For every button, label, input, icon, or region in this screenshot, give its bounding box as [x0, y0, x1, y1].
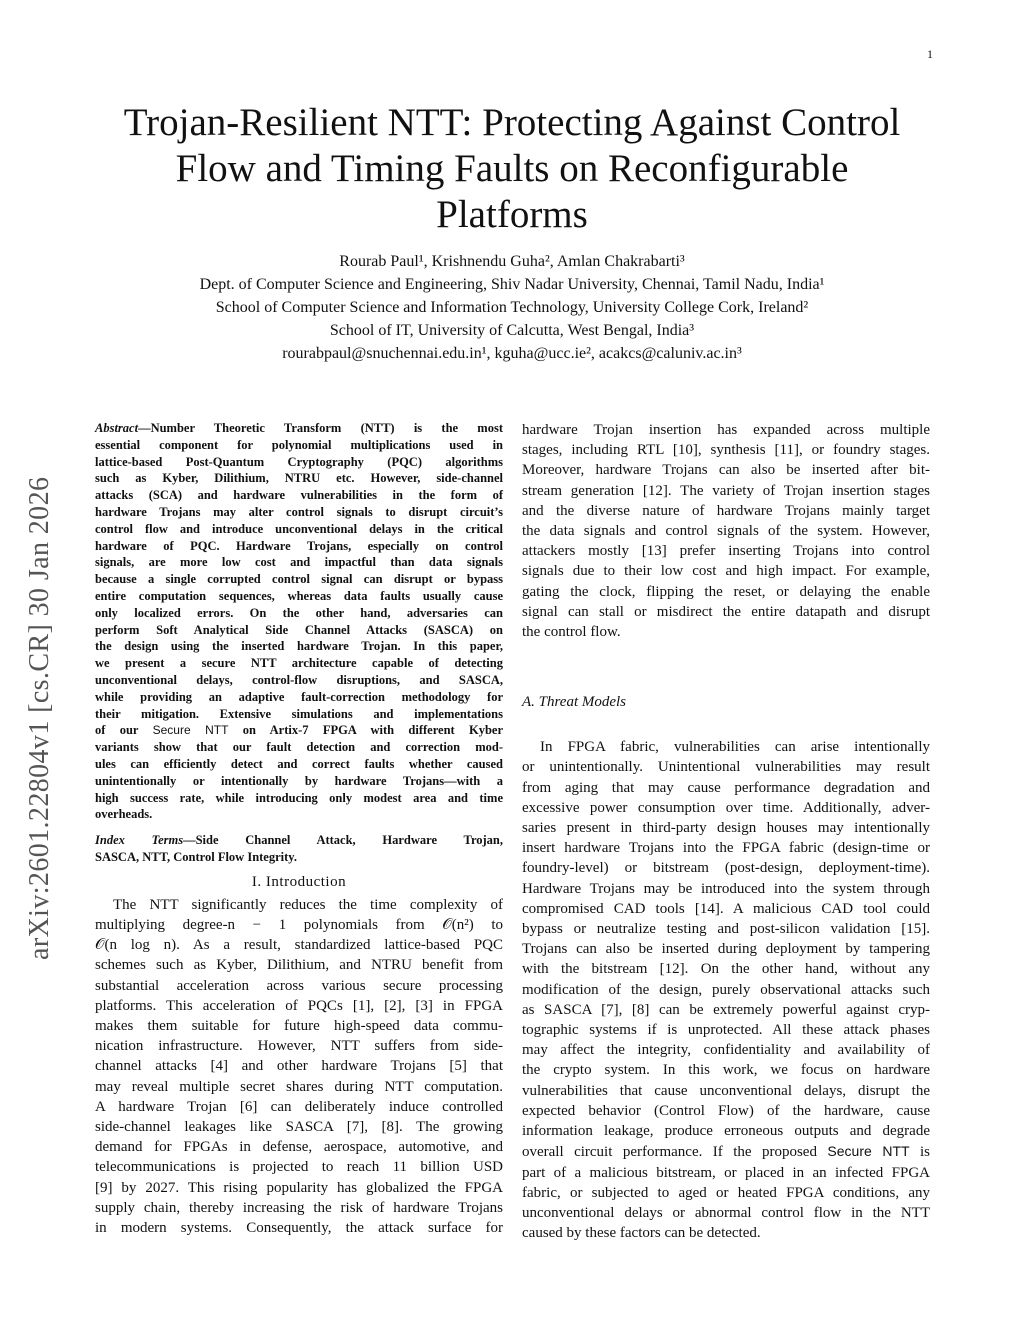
- body-line: as SASCA [7], [8] can be extremely powerful against cryp-: [522, 1001, 930, 1018]
- body-line: signals due to their low cost and high impact. For example,: [522, 563, 930, 580]
- body-line: multiplying degree-n − 1 polynomials from 𝒪(n²) to: [95, 916, 503, 933]
- body-line: from aging that may cause performance degradation and: [522, 779, 930, 796]
- abstract-line: while providing an adaptive fault-correction methodology for: [95, 689, 503, 704]
- body-line: hardware Trojan insertion has expanded across multiple: [522, 422, 930, 438]
- abstract-line: unintentionally or intentionally by hardware Trojans—with a: [95, 773, 503, 788]
- body-line: in modern systems. Consequently, the attack surface for: [95, 1219, 503, 1236]
- threat-models-body: [522, 737, 930, 1243]
- abstract: [95, 420, 503, 823]
- introduction-body: [95, 895, 503, 1238]
- author-block: [60, 250, 964, 365]
- body-line: The NTT significantly reduces the time complexity of: [113, 896, 503, 913]
- abstract-line: attacks (SCA) and hardware vulnerabilities in the form of: [95, 488, 503, 503]
- abstract-line: hardware Trojans may alter control signals to disrupt circuit’s: [95, 504, 503, 519]
- abstract-line: perform Soft Analytical Side Channel Attacks (SASCA) on: [95, 622, 503, 637]
- index-terms-line: SASCA, NTT, Control Flow Integrity.: [95, 849, 297, 864]
- abstract-line: hardware of PQC. Hardware Trojans, especially on control: [95, 538, 503, 553]
- arxiv-identifier: arXiv:2601.22804v1 [cs.CR] 30 Jan 2026: [24, 476, 55, 960]
- body-line: In FPGA fabric, vulnerabilities can arise intentionally: [540, 739, 930, 756]
- abstract-line: we present a secure NTT architecture capable of detecting: [95, 656, 503, 671]
- body-line: tographic systems if is unprotected. All these attack phases: [522, 1022, 930, 1039]
- abstract-line: essential component for polynomial multiplications used in: [95, 437, 503, 452]
- index-terms-label: Index Terms: [95, 833, 184, 848]
- affiliation: Dept. of Computer Science and Engineering, Shiv Nadar University, Chennai, Tamil Nadu, India¹: [199, 276, 825, 293]
- body-line: foundry-level) or bitstream (post-design, deployment-time).: [522, 860, 930, 877]
- body-line: and the diverse nature of hardware Trojans mainly target: [522, 502, 930, 519]
- body-line: fabric, or subjected to aged or heated FPGA conditions, any: [522, 1184, 930, 1201]
- body-line: A hardware Trojan [6] can deliberately induce controlled: [95, 1098, 503, 1115]
- body-line: stages, including RTL [10], synthesis [11], or foundry stages.: [522, 442, 930, 459]
- body-line: modification of the design, purely observational attacks such: [522, 981, 930, 998]
- secure-ntt-name: Secure NTT: [152, 723, 229, 738]
- abstract-line: signals, are more low cost and impactful than data signals: [95, 555, 503, 570]
- abstract-line: of our Secure NTT on Artix-7 FPGA with different Kyber: [95, 723, 504, 738]
- abstract-line: their mitigation. Extensive simulations and implementations: [95, 706, 503, 721]
- abstract-line: overheads.: [95, 807, 153, 822]
- abstract-line: high success rate, while introducing only modest area and time: [95, 790, 503, 805]
- right-column: [522, 420, 930, 1243]
- left-column: [95, 420, 503, 1238]
- body-line: Moreover, hardware Trojans can also be inserted after bit-: [522, 462, 930, 479]
- body-line: excessive power consumption over time. Additionally, adver-: [522, 799, 930, 816]
- abstract-line: control flow and introduce unconventional delays in the critical: [95, 521, 503, 536]
- body-line: insert hardware Trojans into the FPGA fabric (design-time or: [522, 840, 930, 857]
- body-line: platforms. This acceleration of PQCs [1], [2], [3] in FPGA: [95, 997, 503, 1014]
- affiliation: School of IT, University of Calcutta, West Bengal, India³: [329, 322, 695, 339]
- body-line: expected behavior (Control Flow) of the hardware, cause: [522, 1102, 930, 1119]
- body-line: the crypto system. In this work, we focus on hardware: [522, 1062, 930, 1079]
- body-line: information leakage, produce erroneous outputs and degrade: [522, 1123, 930, 1140]
- body-line: attackers mostly [13] prefer inserting Trojans into control: [522, 543, 930, 560]
- abstract-line: variants show that our fault detection and correction mod-: [95, 740, 503, 755]
- body-line: or unintentionally. Unintentional vulnerabilities may result: [522, 759, 930, 776]
- secure-ntt-name: Secure NTT: [827, 1143, 910, 1160]
- abstract-line: unconventional delays, control-flow disruptions, and SASCA,: [95, 672, 503, 687]
- abstract-line: the design using the inserted hardware Trojan. In this paper,: [95, 639, 503, 654]
- abstract-line: only localized errors. On the other hand, adversaries can: [95, 605, 503, 620]
- body-line: part of a malicious bitstream, or placed in an infected FPGA: [522, 1164, 930, 1181]
- body-line: bypass or neutralize testing and post-silicon validation [15].: [522, 921, 930, 938]
- body-line: signal can stall or misdirect the entire datapath and disrupt: [522, 603, 930, 620]
- body-line: Hardware Trojans may be introduced into the system through: [522, 880, 930, 897]
- author-names: Rourab Paul¹, Krishnendu Guha², Amlan Chakrabarti³: [339, 253, 685, 270]
- body-line: may reveal multiple secret shares during NTT computation.: [95, 1078, 503, 1095]
- body-line: channel attacks [4] and other hardware Trojans [5] that: [95, 1058, 503, 1075]
- body-line: overall circuit performance. If the proposed Secure NTT is: [522, 1143, 931, 1161]
- body-line: may affect the integrity, confidentiality and availability of: [522, 1042, 930, 1059]
- index-terms-line: Index Terms—Side Channel Attack, Hardware Trojan,: [95, 833, 504, 848]
- body-line: telecommunications is projected to reach 11 billion USD: [95, 1159, 503, 1176]
- affiliation: School of Computer Science and Information Technology, University College Cork, Ireland²: [215, 299, 809, 316]
- body-line: compromised CAD tools [14]. A malicious CAD tool could: [522, 900, 930, 917]
- abstract-line: Abstract—Number Theoretic Transform (NTT) is the most: [95, 421, 503, 435]
- paper-title: [60, 100, 964, 238]
- author-emails: rourabpaul@snuchennai.edu.in¹, kguha@ucc.ie², acakcs@caluniv.ac.in³: [282, 345, 742, 362]
- body-line: 𝒪(n log n). As a result, standardized lattice-based PQC: [95, 937, 503, 954]
- body-line: the control flow.: [522, 624, 621, 641]
- body-line: Trojans can also be inserted during deployment by tampering: [522, 941, 930, 958]
- abstract-line: lattice-based Post-Quantum Cryptography (PQC) algorithms: [95, 454, 503, 469]
- index-terms: [95, 832, 503, 866]
- body-line: unconventional delays or abnormal control flow in the NTT: [522, 1204, 930, 1221]
- abstract-line: such as Kyber, Dilithium, NTRU etc. However, side-channel: [95, 471, 503, 486]
- title-line: Flow and Timing Faults on Reconfigurable: [175, 147, 849, 190]
- title-line: Platforms: [436, 193, 588, 236]
- page-number: 1: [927, 47, 933, 61]
- body-line: demand for FPGAs in defense, aerospace, automotive, and: [95, 1139, 503, 1156]
- body-line: schemes such as Kyber, Dilithium, and NTRU benefit from: [95, 957, 503, 974]
- section-heading: I. Introduction: [251, 873, 347, 890]
- introduction-continued: [522, 420, 930, 642]
- body-line: substantial acceleration across various secure processing: [95, 977, 503, 994]
- body-line: caused by these factors can be detected.: [522, 1225, 761, 1242]
- body-line: vulnerabilities that cause unconventional delays, disrupt the: [522, 1082, 930, 1099]
- body-line: stream generation [12]. The variety of Trojan insertion stages: [522, 482, 930, 499]
- body-line: supply chain, thereby increasing the risk of hardware Trojans: [95, 1199, 503, 1216]
- body-line: gating the clock, flipping the reset, or delaying the enable: [522, 583, 930, 600]
- body-line: side-channel leakages like SASCA [7], [8]. The growing: [95, 1118, 503, 1135]
- body-line: the data signals and control signals of the system. However,: [522, 523, 930, 540]
- abstract-line: ules can efficiently detect and correct faults whether caused: [95, 756, 503, 771]
- body-line: makes them suitable for future high-speed data commu-: [95, 1017, 503, 1034]
- abstract-label: Abstract: [95, 421, 139, 435]
- abstract-line: entire computation sequences, whereas data faults usually cause: [95, 588, 503, 603]
- subsection-heading: A. Threat Models: [522, 694, 627, 711]
- body-line: with the bitstream [12]. On the other hand, without any: [522, 961, 930, 978]
- body-line: [9] by 2027. This rising popularity has globalized the FPGA: [95, 1179, 503, 1196]
- title-line: Trojan-Resilient NTT: Protecting Against Control: [123, 101, 901, 144]
- body-line: nication infrastructure. However, NTT suffers from side-: [95, 1038, 503, 1055]
- body-line: saries present in third-party design houses may intentionally: [522, 820, 930, 837]
- abstract-line: because a single corrupted control signal can disrupt or bypass: [95, 572, 503, 587]
